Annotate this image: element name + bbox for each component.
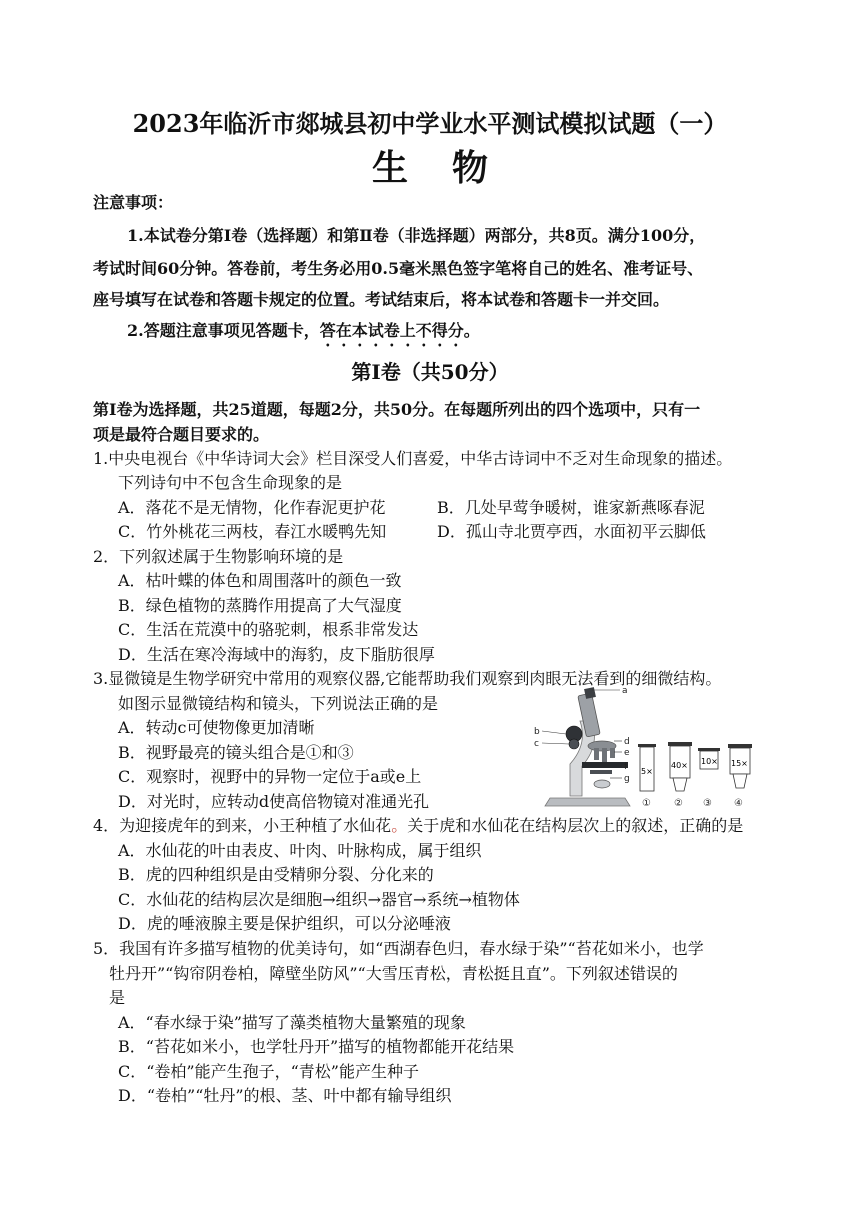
lens-3	[698, 748, 720, 769]
q4-option-b: B．虎的四种组织是由受精卵分裂、分化来的	[118, 865, 434, 884]
q3-stem-line2: 如图示显微镜结构和镜头，下列说法正确的是	[118, 694, 439, 713]
exam-title: 2023年临沂市郯城县初中学业水平测试模拟试题（一）	[132, 109, 728, 138]
notice-item1-line2: 考试时间60分钟。答卷前，考生务必用0.5毫米黑色签字笔将自己的姓名、准考证号、	[93, 259, 704, 278]
notice-item2	[127, 320, 480, 350]
q4-option-c: C．水仙花的结构层次是细胞→组织→器官→系统→植物体	[118, 890, 520, 909]
lens-4-mag: 15×	[731, 759, 748, 768]
label-d: d	[624, 737, 630, 747]
q3-option-c: C．观察时，视野中的异物一定位于a或e上	[118, 767, 422, 786]
lens-1-mag: 5×	[641, 767, 653, 776]
q3-stem-line1: 3.显微镜是生物学研究中常用的观察仪器,它能帮助我们观察到肉眼无法看到的细微结构。	[93, 669, 722, 688]
notice-item2-emphasis: 答在本试卷上不得分	[319, 321, 464, 340]
q5-option-b: B．“苔花如米小，也学牡丹开”描写的植物都能开花结果	[118, 1037, 515, 1056]
label-g: g	[624, 774, 630, 784]
label-b: b	[534, 727, 540, 737]
q3-option-a: A．转动c可使物像更加清晰	[118, 718, 315, 737]
subject-title: 生物	[371, 147, 532, 189]
q2-option-a: A．枯叶蝶的体色和周围落叶的颜色一致	[118, 571, 402, 590]
lens-num-3: ③	[703, 798, 712, 809]
q2-option-b: B．绿色植物的蒸腾作用提高了大气湿度	[118, 596, 402, 615]
section-intro-line1: 第Ⅰ卷为选择题，共25道题，每题2分，共50分。在每题所列出的四个选项中，只有一	[93, 400, 701, 419]
q3-option-d: D．对光时，应转动d使高倍物镜对准通光孔	[118, 792, 430, 811]
q1-stem-line2: 下列诗句中不包含生命现象的是	[118, 473, 343, 492]
label-a: a	[622, 686, 628, 696]
q5-option-d: D．“卷柏”“牡丹”的根、茎、叶中都有输导组织	[118, 1086, 452, 1105]
label-c: c	[534, 739, 539, 749]
q1-option-d: D．孤山寺北贾亭西，水面初平云脚低	[437, 522, 706, 541]
q1-option-b: B．几处早莺争暖树，谁家新燕啄春泥	[437, 498, 705, 517]
notice-item2-text: 2.答题注意事项见答题卡，	[127, 321, 320, 340]
lens-2	[668, 742, 692, 791]
q5-stem-line2: 牡丹开”“钩帘阴卷柏，障壁坐防风”“大雪压青松，青松挺且直”。下列叙述错误的	[109, 964, 678, 983]
lens-num-2: ②	[674, 798, 683, 809]
q4-option-a: A．水仙花的叶由表皮、叶肉、叶脉构成，属于组织	[118, 841, 482, 860]
q5-stem-line1: 5．我国有许多描写植物的优美诗句，如“西湖春色归，春水绿于染”“苔花如米小，也学	[93, 939, 704, 958]
lens-num-1: ①	[642, 798, 651, 809]
q4-option-d: D．虎的唾液腺主要是保护组织，可以分泌唾液	[118, 914, 451, 933]
q5-option-c: C．“卷柏”能产生孢子，“青松”能产生种子	[118, 1062, 419, 1081]
notice-heading: 注意事项：	[93, 193, 174, 212]
q4-stem	[93, 815, 743, 837]
q3-option-b: B．视野最亮的镜头组合是①和③	[118, 743, 354, 762]
label-f: f	[624, 762, 628, 772]
label-e: e	[624, 748, 630, 758]
lens-set	[638, 742, 752, 791]
microscope-figure	[530, 686, 780, 811]
q2-stem: 2．下列叙述属于生物影响环境的是	[93, 547, 344, 566]
q1-stem-line1: 1.中央电视台《中华诗词大会》栏目深受人们喜爱，中华古诗词中不乏对生命现象的描述。	[93, 449, 733, 468]
notice-item1-line3: 座号填写在试卷和答题卡规定的位置。考试结束后，将本试卷和答题卡一并交回。	[93, 290, 670, 309]
q4-stem-part2: 关于虎和水仙花在结构层次上的叙述，正确的是	[407, 816, 744, 835]
q4-stem-part1: 4．为迎接虎年的到来，小王种植了水仙花	[93, 816, 392, 835]
lens-num-4: ④	[734, 798, 743, 809]
section-title: 第Ⅰ卷（共50分）	[351, 360, 509, 384]
lens-2-mag: 40×	[671, 761, 688, 770]
q5-stem-line3: 是	[109, 988, 126, 1007]
lens-3-mag: 10×	[701, 757, 718, 766]
q1-option-a: A．落花不是无情物，化作春泥更护花	[118, 498, 386, 517]
notice-item2-end: 。	[463, 321, 480, 340]
section-intro-line2: 项是最符合题目要求的。	[93, 425, 270, 444]
q2-option-c: C．生活在荒漠中的骆驼刺，根系非常发达	[118, 620, 419, 639]
q5-option-a: A．“春水绿于染”描写了藻类植物大量繁殖的现象	[118, 1013, 466, 1032]
lens-4	[728, 744, 752, 788]
q4-stem-dot: 。	[391, 816, 408, 835]
microscope-drawing	[542, 687, 630, 806]
lens-1	[638, 744, 656, 791]
q2-option-d: D．生活在寒冷海域中的海豹，皮下脂肪很厚	[118, 645, 435, 664]
notice-item1-line1: 1.本试卷分第Ⅰ卷（选择题）和第Ⅱ卷（非选择题）两部分，共8页。满分100分，	[127, 226, 706, 245]
q1-option-c: C．竹外桃花三两枝，春江水暖鸭先知	[118, 522, 387, 541]
